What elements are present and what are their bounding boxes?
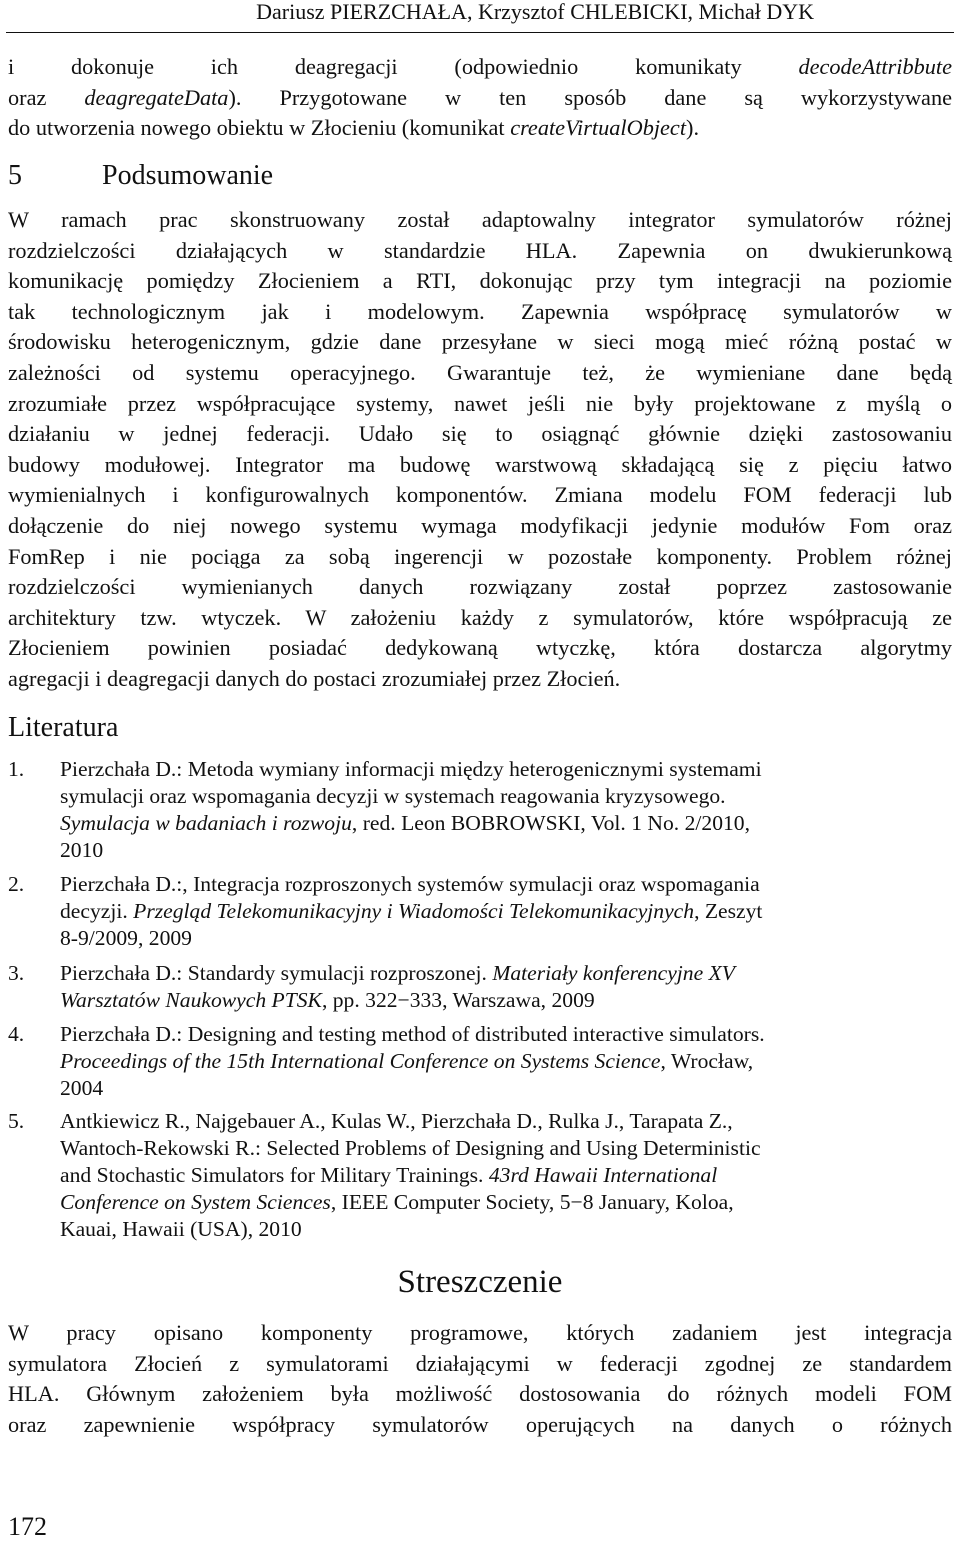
reference-text: , IEEE Computer Society, 5−8 January, Koloa, — [330, 1190, 734, 1214]
reference-line — [60, 960, 735, 987]
reference-text: , Wrocław, — [660, 1049, 754, 1073]
section-5-line-14: architektury tzw. wtyczek. W założeniu każdy z symulatorów, które współpracują ze — [8, 604, 952, 630]
reference-italic-text: Materiały konferencyjne XV — [492, 961, 735, 985]
section-5-line-2: rozdzielczości działających w standardzie HLA. Zapewnia on dwukierunkową — [8, 237, 952, 263]
section-5-line-16: agregacji i deagregacji danych do postaci zrozumiałej przez Złocień. — [8, 665, 621, 691]
reference-line — [60, 1216, 761, 1243]
section-5-line-4: tak technologicznym jak i modelowym. Zapewnia współpracę symulatorów w — [8, 298, 952, 324]
reference-text: , Zeszyt — [694, 899, 763, 923]
reference-item — [8, 960, 735, 1014]
reference-line — [60, 925, 762, 952]
section-5-line-13: rozdzielczości wymienianych danych rozwiązany został poprzez zastosowanie — [8, 574, 952, 600]
reference-item — [8, 1021, 765, 1102]
reference-line — [60, 783, 762, 810]
section-5-line-11: dołączenie do niej nowego systemu wymaga modyfikacji jedynie modułów Fom oraz — [8, 512, 952, 538]
reference-line — [60, 898, 762, 925]
section-5-line-3: komunikację pomiędzy Złocieniem a RTI, dokonując przy tym integracji na poziomie — [8, 268, 952, 294]
reference-line — [60, 1162, 761, 1189]
reference-text: 2004 — [60, 1076, 104, 1100]
reference-italic-text: Warsztatów Naukowych PTSK — [60, 988, 322, 1012]
reference-line — [60, 1021, 765, 1048]
reference-line — [60, 1108, 761, 1135]
reference-line — [60, 1189, 761, 1216]
reference-italic-text: Symulacja w badaniach i rozwoju — [60, 811, 352, 835]
reference-line — [60, 756, 762, 783]
reference-number: 3. — [8, 961, 25, 985]
header-authors: Dariusz PIERZCHAŁA, Krzysztof CHLEBICKI, Michał DYK — [256, 0, 814, 24]
reference-italic-text: 43rd Hawaii International — [488, 1163, 718, 1187]
abstract-body — [8, 1318, 952, 1440]
reference-text: Antkiewicz R., Najgebauer A., Kulas W., Pierzchała D., Rulka J., Tarapata Z., — [60, 1109, 733, 1133]
reference-text: Kauai, Hawaii (USA), 2010 — [60, 1217, 302, 1241]
reference-line — [60, 987, 735, 1014]
reference-number: 2. — [8, 872, 25, 896]
reference-line — [60, 837, 762, 864]
reference-italic-text: Przegląd Telekomunikacyjny i Wiadomości Telekomunikacyjnych — [133, 899, 695, 923]
reference-text: , pp. 322−333, Warszawa, 2009 — [321, 988, 595, 1012]
section-5-number: 5 — [8, 160, 22, 191]
reference-item — [8, 1108, 761, 1243]
reference-line — [60, 810, 762, 837]
reference-text: 8-9/2009, 2009 — [60, 926, 192, 950]
abstract-line-4: oraz zapewnienie współpracy symulatorów operujących na danych o różnych — [8, 1411, 952, 1437]
reference-text: Wantoch-Rekowski R.: Selected Problems of Designing and Using Deterministic — [60, 1136, 761, 1160]
reference-italic-text: Proceedings of the 15th International Conference on Systems Science — [60, 1049, 661, 1073]
reference-line — [60, 871, 762, 898]
reference-line — [60, 1048, 765, 1075]
section-5-title: Podsumowanie — [102, 160, 274, 191]
section-5-line-15: Złocieniem powinien posiadać dedykowaną wtyczkę, która dostarcza algorytmy — [8, 635, 952, 661]
page-number: 172 — [8, 1512, 47, 1541]
section-5-line-8: działaniu w jednej federacji. Udało się to osiągnąć głównie dzięki zastosowaniu — [8, 421, 952, 447]
section-5-line-9: budowy modułowej. Integrator ma budowę warstwową składającą się z pięciu łatwo — [8, 451, 952, 477]
section-5-line-12: FomRep i nie pociąga za sobą ingerencji w pozostałe komponenty. Problem różnej — [8, 543, 952, 569]
reference-text: symulacji oraz wspomagania decyzji w systemach reagowania kryzysowego. — [60, 784, 726, 808]
section-5-line-6: zależności od systemu operacyjnego. Gwarantuje też, że wymieniane dane będą — [8, 359, 952, 385]
section-5-line-5: środowisku heterogenicznym, gdzie dane przesyłane w sieci mogą mieć różną postać w — [8, 329, 952, 355]
reference-item — [8, 871, 762, 952]
intro-line-1: i dokonuje ich deagregacji (odpowiednio komunikaty decodeAttribbute — [8, 54, 952, 79]
section-5-line-1: W ramach prac skonstruowany został adaptowalny integrator symulatorów różnej — [8, 207, 952, 232]
reference-number: 5. — [8, 1109, 25, 1133]
section-5-heading — [8, 160, 273, 192]
section-5-line-10: wymienialnych i konfigurowalnych komponentów. Zmiana modelu FOM federacji lub — [8, 482, 952, 508]
intro-line-3: do utworzenia nowego obiektu w Złocieniu (komunikat createVirtualObject). — [8, 115, 700, 141]
abstract-line-3: HLA. Głównym założeniem była możliwość dostosowania do różnych modeli FOM — [8, 1381, 952, 1407]
running-header — [6, 0, 954, 33]
reference-number: 1. — [8, 757, 25, 781]
intro-paragraph — [8, 52, 952, 144]
abstract-line-2: symulatora Złocień z symulatorami działającymi w federacji zgodnej ze standardem — [8, 1350, 952, 1376]
reference-text: Pierzchała D.:, Integracja rozproszonych systemów symulacji oraz wspomagania — [60, 872, 760, 896]
reference-text: Pierzchała D.: Designing and testing method of distributed interactive simulators. — [60, 1022, 765, 1046]
reference-text: and Stochastic Simulators for Military Trainings. — [60, 1163, 489, 1187]
reference-italic-text: Conference on System Sciences — [60, 1190, 331, 1214]
abstract-line-1: W pracy opisano komponenty programowe, których zadaniem jest integracja — [8, 1320, 952, 1345]
reference-text: Pierzchała D.: Standardy symulacji rozproszonej. — [60, 961, 493, 985]
reference-line — [60, 1075, 765, 1102]
reference-text: , red. Leon BOBROWSKI, Vol. 1 No. 2/2010, — [351, 811, 750, 835]
literature-heading: Literatura — [8, 712, 119, 743]
reference-text: decyzji. — [60, 899, 134, 923]
section-5-line-7: zrozumiałe przez współpracujące systemy, nawet jeśli nie były projektowane z myślą o — [8, 390, 952, 416]
reference-number: 4. — [8, 1022, 25, 1046]
reference-item — [8, 756, 762, 864]
intro-line-2: oraz deagregateData). Przygotowane w ten sposób dane są wykorzystywane — [8, 84, 952, 110]
section-5-body — [8, 205, 952, 695]
reference-text: Pierzchała D.: Metoda wymiany informacji między heterogenicznymi systemami — [60, 757, 762, 781]
reference-line — [60, 1135, 761, 1162]
abstract-heading: Streszczenie — [397, 1264, 563, 1300]
reference-text: 2010 — [60, 838, 104, 862]
